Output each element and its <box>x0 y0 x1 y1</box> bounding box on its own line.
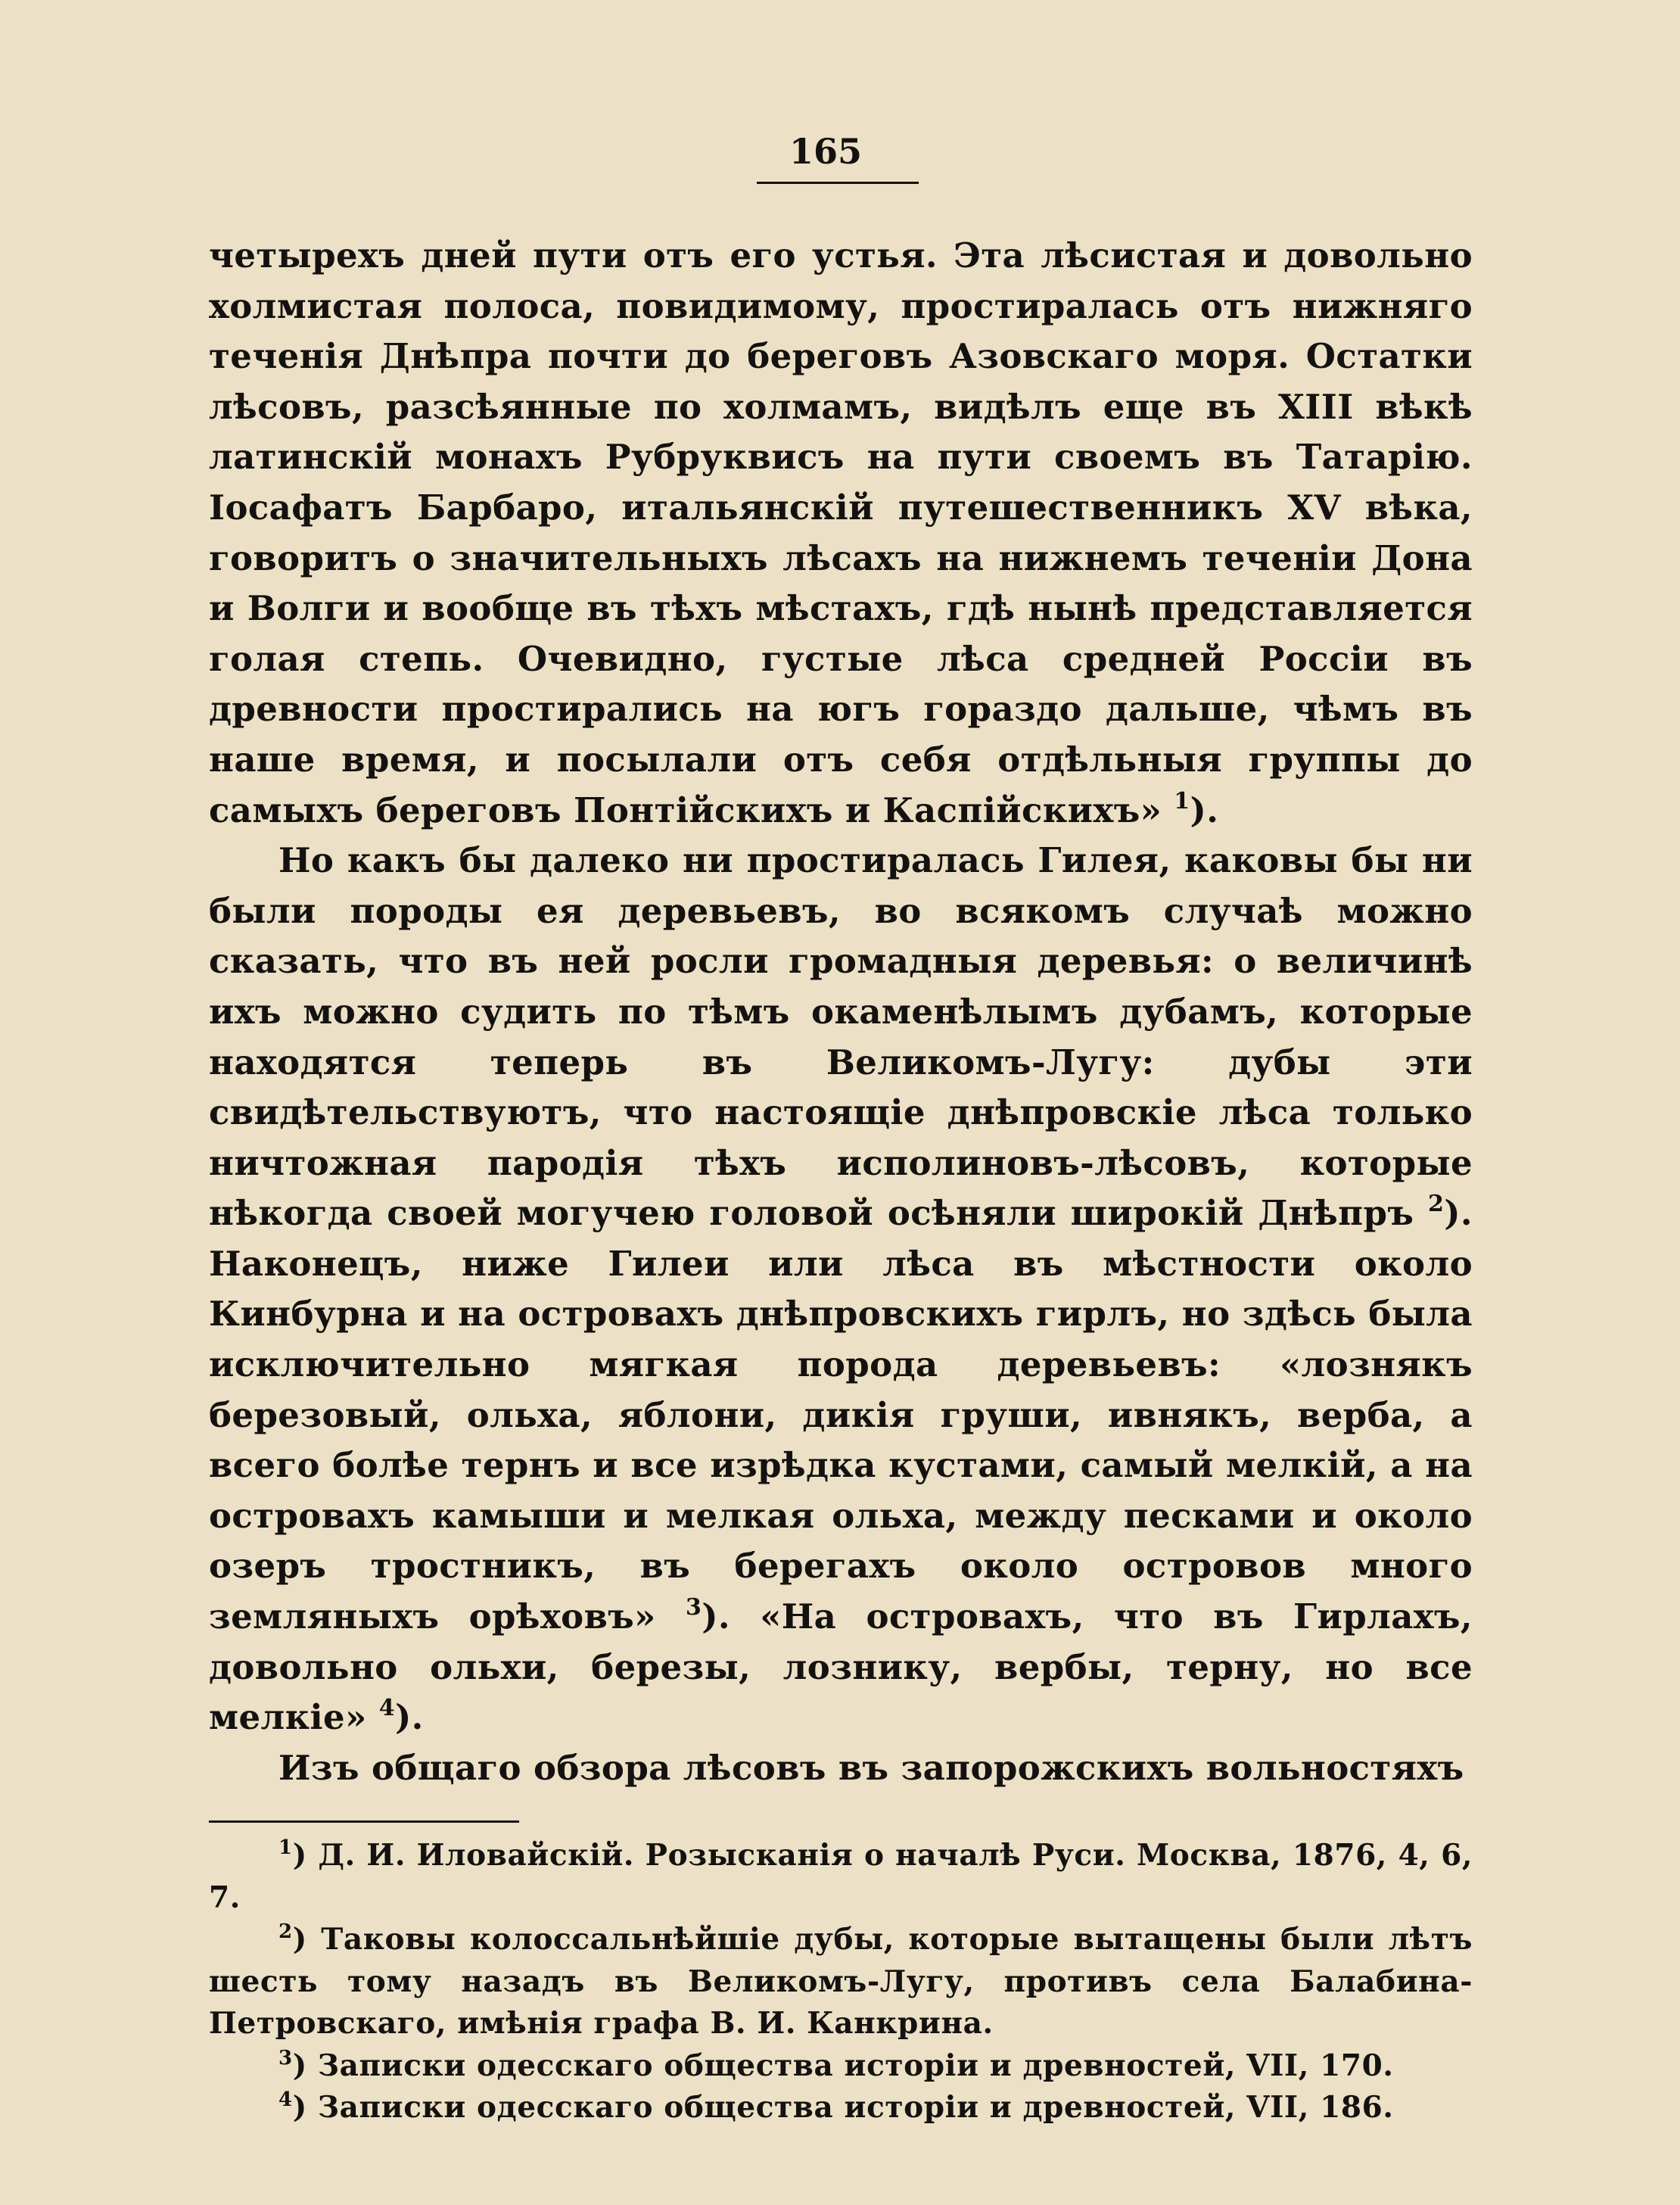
paragraph-2-tail-2: ). «На островахъ, что въ Гирлахъ, довольно ольхи, березы, лознику, вербы, терну, но все мелкіе» <box>209 1596 1473 1738</box>
footnote-3 <box>209 2045 1473 2088</box>
paragraph-3-text: Изъ общаго обзора лѣсовъ въ запорожскихъ вольностяхъ <box>278 1747 1464 1788</box>
paragraph-2 <box>209 836 1473 1743</box>
footnote-1 <box>209 1835 1473 1919</box>
book-page <box>209 129 1473 2129</box>
footnote-2 <box>209 1919 1473 2045</box>
page-number: 165 <box>789 131 863 172</box>
paragraph-2-tail: ). Наконецъ, ниже Гилеи или лѣса въ мѣстности около Кинбурна и на островахъ днѣпровскихъ гирлъ, но здѣсь была исключительно мягкая порода деревьевъ: «лознякъ березовый, ольха, яблони, дикія груши, ивнякъ, верба, а всего болѣе тернъ и все изрѣдка кустами, самый мелкій, а на островахъ камыши и мелкая ольха, между песками и около озеръ тростникъ, въ берегахъ около островов много земляныхъ орѣховъ» <box>209 1193 1473 1637</box>
header-rule <box>757 182 919 184</box>
footnote-ref-3: 3 <box>685 1594 702 1621</box>
paragraph-3 <box>209 1743 1473 1794</box>
footnote-mark-3: 3 <box>278 2046 293 2070</box>
paragraph-2-text: Но какъ бы далеко ни простиралась Гилея, каковы бы ни были породы ея деревьевъ, во всякомъ случаѣ можно сказать, что въ ней росли громадныя деревья: о величинѣ ихъ можно судить по тѣмъ окаменѣлымъ дубамъ, которые находятся теперь въ Великомъ-Лугу: дубы эти свидѣтельствуютъ, что настоящіе днѣпровскіе лѣса только ничтожная пародія тѣхъ исполиновъ-лѣсовъ, которые нѣкогда своей могучею головой осѣняли широкій Днѣпръ <box>209 840 1473 1234</box>
paragraph-1 <box>209 231 1473 836</box>
footnote-rule <box>209 1820 519 1823</box>
footnote-3-text: ) Записки одесскаго общества исторіи и древностей, VII, 170. <box>292 2048 1394 2083</box>
body-text <box>209 231 1473 1793</box>
paragraph-1-text: четырехъ дней пути отъ его устья. Эта лѣсистая и довольно холмистая полоса, повидимому, простиралась отъ нижняго теченія Днѣпра почти до береговъ Азовскаго моря. Остатки лѣсовъ, разсѣянные по холмамъ, видѣлъ еще въ XIII вѣкѣ латинскій монахъ Рубруквисъ на пути своемъ въ Татарію. Іосафатъ Барбаро, итальянскій путешественникъ XV вѣка, говоритъ о значительныхъ лѣсахъ на нижнемъ теченіи Дона и Волги и вообще въ тѣхъ мѣстахъ, гдѣ нынѣ представляется голая степь. Очевидно, густые лѣса средней Россіи въ древности простирались на югъ гораздо дальше, чѣмъ въ наше время, и посылали отъ себя отдѣльныя группы до самыхъ береговъ Понтійскихъ и Каспійскихъ» <box>209 235 1473 830</box>
footnote-mark-4: 4 <box>278 2088 293 2112</box>
paragraph-1-tail: ). <box>1190 790 1219 830</box>
footnote-1-text: ) Д. И. Иловайскій. Розысканія о началѣ Руси. Москва, 1876, 4, 6, 7. <box>209 1838 1473 1915</box>
footnotes <box>209 1835 1473 2129</box>
footnote-4-text: ) Записки одесскаго общества исторіи и древностей, VII, 186. <box>292 2090 1394 2126</box>
footnote-ref-4: 4 <box>378 1695 395 1722</box>
paragraph-2-tail-3: ). <box>394 1697 424 1738</box>
footnote-mark-2: 2 <box>278 1920 293 1944</box>
footnote-ref-1: 1 <box>1174 787 1190 814</box>
footnote-2-text: ) Таковы колоссальнѣйшіе дубы, которые вытащены были лѣтъ шесть тому назадъ въ Великомъ-Лугу, противъ села Балабина-Петровскаго, имѣнія графа В. И. Канкрина. <box>209 1922 1473 2041</box>
footnote-ref-2: 2 <box>1427 1191 1445 1218</box>
footnote-4 <box>209 2087 1473 2129</box>
footnote-mark-1: 1 <box>278 1836 293 1860</box>
